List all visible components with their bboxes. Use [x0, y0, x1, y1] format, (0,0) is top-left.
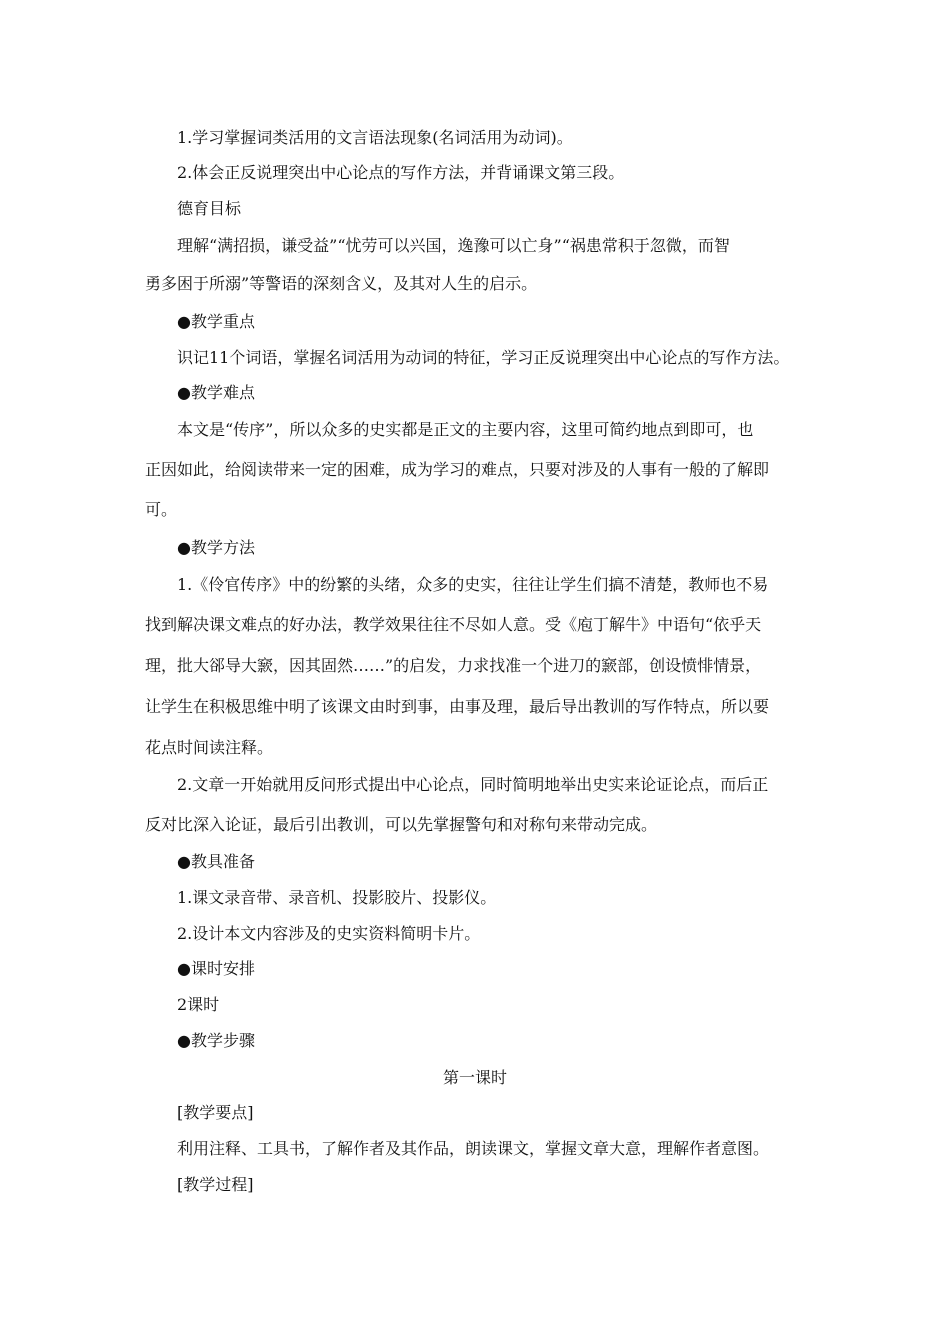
subheading-key-points: [教学要点]: [177, 1103, 254, 1122]
goal-item-2: 2.体会正反说理突出中心论点的写作方法，并背诵课文第三段。: [177, 163, 625, 182]
section-heading-steps: ●教学步骤: [177, 1031, 255, 1050]
section-heading-methods: ●教学方法: [177, 538, 255, 557]
lesson-title: 第一课时: [442, 1068, 507, 1087]
paragraph-line: 2.文章一开始就用反问形式提出中心论点，同时简明地举出史实来论证论点，而后正: [177, 775, 769, 794]
paragraph-line: 可。: [145, 500, 178, 519]
section-heading-key-points: ●教学重点: [177, 312, 255, 331]
section-heading-moral-goals: 德育目标: [177, 199, 242, 218]
paragraph-line: 找到解决课文难点的好办法，教学效果往往不尽如人意。受《庖丁解牛》中语句“依乎天: [145, 615, 762, 634]
paragraph-line: 勇多困于所溺”等警语的深刻含义，及其对人生的启示。: [145, 274, 538, 293]
section-heading-materials: ●教具准备: [177, 852, 255, 871]
paragraph-line: 利用注释、工具书，了解作者及其作品，朗读课文，掌握文章大意，理解作者意图。: [177, 1139, 770, 1158]
paragraph-line: 理解“满招损，谦受益”“忧劳可以兴国，逸豫可以亡身”“祸患常积于忽微，而智: [177, 236, 730, 255]
subheading-process: [教学过程]: [177, 1175, 254, 1194]
list-item: 1.课文录音带、录音机、投影胶片、投影仪。: [177, 888, 497, 907]
paragraph-line: 1.《伶官传序》中的纷繁的头绪，众多的史实，往往让学生们搞不清楚，教师也不易: [177, 575, 769, 594]
section-heading-schedule: ●课时安排: [177, 959, 255, 978]
section-heading-difficulties: ●教学难点: [177, 383, 255, 402]
schedule-value: 2课时: [177, 995, 220, 1014]
paragraph-line: 本文是“传序”，所以众多的史实都是正文的主要内容，这里可简约地点到即可，也: [177, 420, 754, 439]
goal-item-1: 1.学习掌握词类活用的文言语法现象(名词活用为动词)。: [177, 128, 573, 147]
paragraph-line: 正因如此，给阅读带来一定的困难，成为学习的难点，只要对涉及的人事有一般的了解即: [145, 460, 770, 479]
paragraph-line: 花点时间读注释。: [145, 738, 274, 757]
paragraph-line: 理，批大郤导大窾，因其固然……”的启发，力求找准一个进刀的窾部，创设愤悱情景，: [145, 656, 762, 675]
paragraph-line: 反对比深入论证，最后引出教训，可以先掌握警句和对称句来带动完成。: [145, 815, 658, 834]
paragraph-line: 让学生在积极思维中明了该课文由时到事，由事及理，最后导出教训的写作特点，所以要: [145, 697, 770, 716]
paragraph-line: 识记11个词语，掌握名词活用为动词的特征，学习正反说理突出中心论点的写作方法。: [177, 348, 790, 367]
list-item: 2.设计本文内容涉及的史实资料简明卡片。: [177, 924, 481, 943]
